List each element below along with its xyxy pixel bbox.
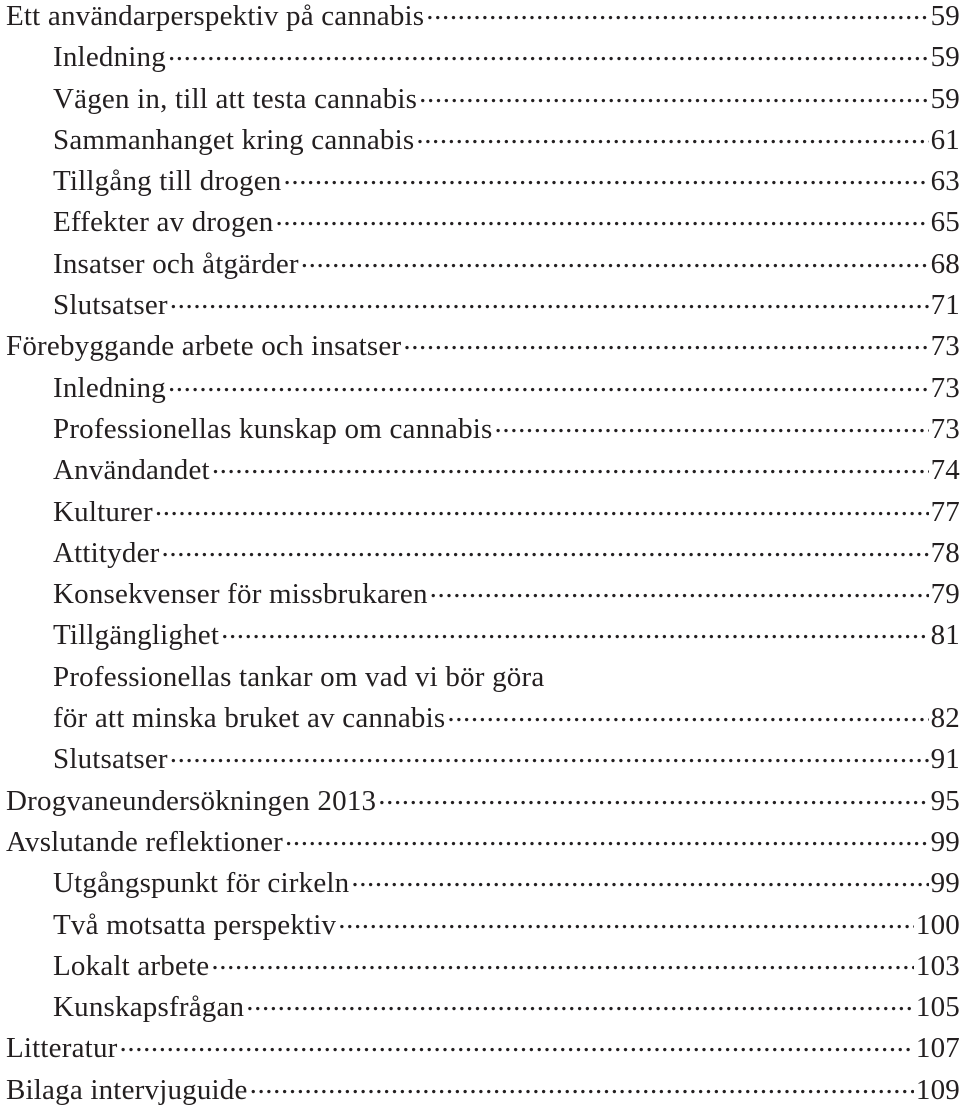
toc-entry-title: Effekter av drogen [53, 206, 274, 239]
dot-leader [419, 79, 928, 108]
toc-entry-title-first-line[interactable]: Professionellas tankar om vad vi bör göra [53, 660, 545, 693]
dot-leader [378, 781, 928, 810]
toc-entry[interactable] [6, 326, 960, 367]
dot-leader [285, 822, 929, 851]
toc-entry-page: 74 [930, 454, 960, 487]
toc-entry[interactable] [6, 120, 960, 161]
dot-leader [170, 285, 929, 314]
toc-entry-page: 95 [930, 784, 960, 817]
dot-leader [426, 0, 928, 25]
toc-entry-title: för att minska bruket av cannabis [53, 702, 446, 735]
dot-leader [120, 1028, 914, 1057]
dot-leader [221, 615, 929, 644]
toc-entry-page: 82 [930, 702, 960, 735]
toc-entry-title: Professionellas kunskap om cannabis [53, 412, 493, 445]
toc-entry[interactable] [6, 368, 960, 409]
toc-entry-title: Bilaga intervjuguide [6, 1073, 248, 1106]
toc-entry-page: 77 [930, 495, 960, 528]
toc-entry-page: 105 [915, 991, 960, 1024]
toc-entry-title: Slutsatser [53, 743, 168, 776]
toc-entry[interactable] [6, 202, 960, 243]
dot-leader [416, 120, 928, 149]
toc-entry-page: 73 [930, 412, 960, 445]
toc-entry-title: Tillgång till drogen [53, 165, 282, 198]
toc-entry[interactable] [6, 1070, 960, 1111]
toc-entry-title: Lokalt arbete [53, 949, 210, 982]
toc-entry[interactable] [6, 244, 960, 285]
toc-entry-title: Attityder [53, 536, 160, 569]
toc-entry[interactable] [6, 161, 960, 202]
toc-entry-page: 63 [930, 165, 960, 198]
toc-entry-title: Tillgänglighet [53, 619, 220, 652]
toc-entry-page: 78 [930, 536, 960, 569]
toc-entry[interactable] [6, 37, 960, 78]
dot-leader [211, 946, 914, 975]
toc-entry-title: Drogvaneundersökningen 2013 [6, 784, 377, 817]
toc-entry-page: 59 [930, 41, 960, 74]
dot-leader [301, 244, 929, 273]
dot-leader [275, 202, 928, 231]
toc-entry[interactable] [6, 905, 960, 946]
toc-entry-page: 73 [930, 371, 960, 404]
toc-entry-page: 59 [930, 0, 960, 32]
toc-entry-title: Användandet [53, 454, 210, 487]
toc-entry-title: Kulturer [53, 495, 153, 528]
toc-entry-page: 65 [930, 206, 960, 239]
toc-entry[interactable] [6, 1028, 960, 1069]
dot-leader [155, 492, 929, 521]
toc-entry-page: 91 [930, 743, 960, 776]
toc-entry-page: 81 [930, 619, 960, 652]
dot-leader [403, 326, 928, 355]
toc-entry[interactable] [6, 781, 960, 822]
toc-entry-title: Avslutande reflektioner [6, 825, 284, 858]
toc-entry-page: 61 [930, 123, 960, 156]
toc-entry[interactable] [6, 0, 960, 37]
toc-entry[interactable] [6, 739, 960, 780]
toc-entry-page: 71 [930, 289, 960, 322]
toc-entry-title: Inledning [53, 41, 166, 74]
dot-leader [212, 450, 929, 479]
toc-entry[interactable] [6, 863, 960, 904]
dot-leader [284, 161, 929, 190]
toc-entry-title: Ett användarperspektiv på cannabis [6, 0, 425, 32]
toc-entry-title: Inledning [53, 371, 166, 404]
toc-entry-title: Litteratur [6, 1032, 118, 1065]
dot-leader [168, 368, 929, 397]
toc-entry[interactable] [6, 492, 960, 533]
toc-entry-page: 100 [915, 908, 960, 941]
toc-entry-page: 99 [930, 867, 960, 900]
dot-leader [351, 863, 928, 892]
dot-leader [430, 574, 929, 603]
table-of-contents [6, 0, 960, 1111]
toc-entry[interactable] [6, 698, 960, 739]
toc-entry-title: Utgångspunkt för cirkeln [53, 867, 350, 900]
dot-leader [250, 1070, 914, 1099]
toc-entry-title: Slutsatser [53, 289, 168, 322]
toc-entry-page: 103 [915, 949, 960, 982]
dot-leader [447, 698, 928, 727]
toc-entry-title: Insatser och åtgärder [53, 247, 299, 280]
dot-leader [168, 37, 929, 66]
toc-entry[interactable] [6, 822, 960, 863]
toc-entry[interactable] [6, 574, 960, 615]
toc-entry-title: Sammanhanget kring cannabis [53, 123, 415, 156]
toc-entry[interactable] [6, 533, 960, 574]
toc-entry[interactable] [6, 615, 960, 656]
toc-entry-title: Konsekvenser för missbrukaren [53, 578, 428, 611]
toc-entry-page: 107 [915, 1032, 960, 1065]
toc-entry[interactable] [6, 285, 960, 326]
toc-entry-title: Vägen in, till att testa cannabis [53, 82, 418, 115]
toc-entry[interactable] [6, 79, 960, 120]
toc-entry-title: Två motsatta perspektiv [53, 908, 337, 941]
dot-leader [495, 409, 929, 438]
toc-entry-page: 99 [930, 825, 960, 858]
toc-entry-page: 79 [930, 578, 960, 611]
toc-entry[interactable] [6, 987, 960, 1028]
toc-entry-page: 59 [930, 82, 960, 115]
toc-entry-page: 68 [930, 247, 960, 280]
toc-entry-title: Kunskapsfrågan [53, 991, 245, 1024]
dot-leader [170, 739, 929, 768]
toc-entry-page: 73 [930, 330, 960, 363]
toc-entry-page: 109 [915, 1073, 960, 1106]
toc-entry[interactable] [6, 450, 960, 491]
toc-entry[interactable] [6, 409, 960, 450]
dot-leader [338, 905, 914, 934]
toc-entry[interactable] [6, 946, 960, 987]
dot-leader [246, 987, 914, 1016]
toc-entry-title: Förebyggande arbete och insatser [6, 330, 402, 363]
dot-leader [162, 533, 929, 562]
